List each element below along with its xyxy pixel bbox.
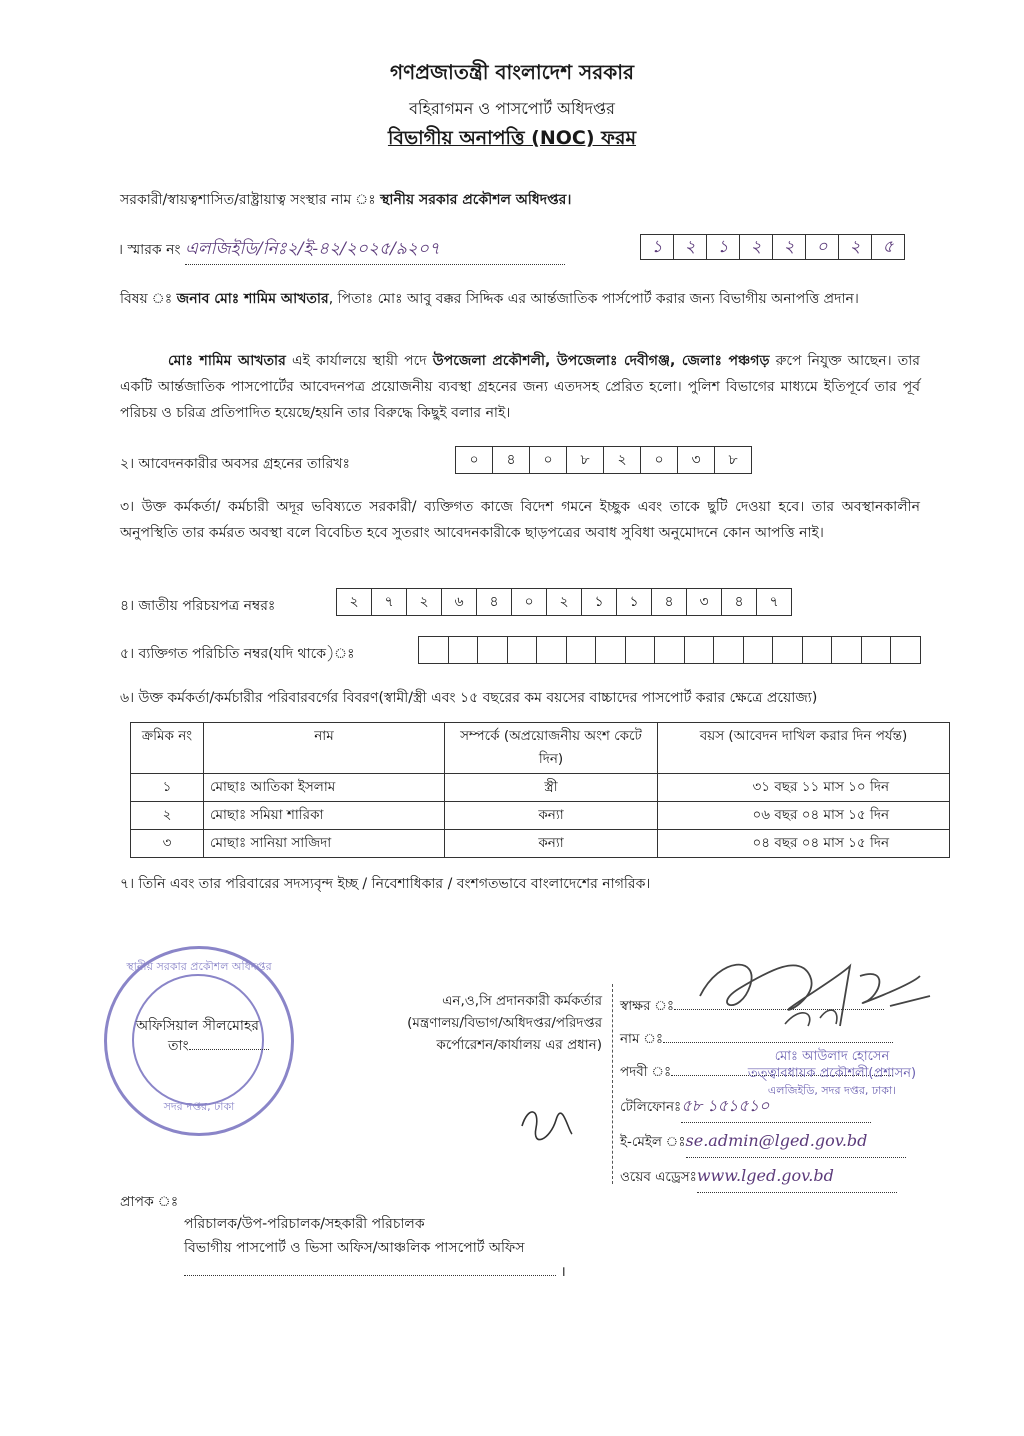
digit-box — [508, 637, 538, 663]
table-row — [131, 802, 950, 830]
family-table — [130, 722, 950, 858]
digit-box: ৮ — [567, 447, 604, 473]
digit-box: ১ — [617, 589, 652, 615]
body-t2: রুপে নিযুক্ত আছেন। তার একটি আর্ন্তজাতিক পাসপোর্টের আবেদনপত্র প্রয়োজনীয় ব্যবস্থা গ্রহনের জন্য এতদসহ প্রেরিত হলো। পুলিশ বিভাগের মাধ্যমে ইতিপূর্বে তার পূর্ব পরিচয় ও চরিত্র প্রতিপাদিত হয়েছে/হয়নি তার বিরুদ্ধে কিছুই বলার নাই। — [120, 353, 920, 421]
digit-box: ৪ — [722, 589, 757, 615]
item4-label: ৪। জাতীয় পরিচয়পত্র নম্বরঃ — [120, 598, 276, 614]
row-relation: কন্যা — [445, 802, 658, 830]
header-relation: সম্পর্কে (অপ্রয়োজনীয় অংশ কেটে দিন) — [445, 723, 658, 774]
form-title-text: বিভাগীয় অনাপত্তি (NOC) ফরম — [387, 127, 637, 149]
recipient-line2: বিভাগীয় পাসপোর্ট ও ভিসা অফিস/আঞ্চলিক পাসপোর্ট অফিস — [184, 1240, 525, 1256]
org-label: সরকারী/স্বায়ত্বশাসিত/রাষ্ট্রায়াত্ব সংস্থার নাম ঃ — [120, 192, 376, 208]
memo-date-boxes — [640, 234, 905, 260]
memo-number: এলজিইডি/নিঃ২/ই-৪২/২০২৫/৯২০৭ — [185, 236, 565, 265]
seal-date-line — [189, 1049, 269, 1050]
subject-name: জনাব মোঃ শামিম আখতার — [176, 291, 329, 307]
digit-box: ২ — [337, 589, 372, 615]
digit-box: ৭ — [372, 589, 407, 615]
digit-box: ৪ — [477, 589, 512, 615]
recipient-label: প্রাপক ঃ — [120, 1194, 179, 1210]
digit-box: ৭ — [769, 594, 779, 610]
digit-box: ৫ — [882, 237, 894, 257]
digit-box: ৪ — [493, 447, 530, 473]
org-value: স্থানীয় সরকার প্রকৌশল অধিদপ্তর। — [380, 192, 572, 208]
row-relation: স্ত্রী — [445, 774, 658, 802]
table-row — [131, 830, 950, 858]
email-row — [620, 1124, 920, 1159]
body-paragraph — [120, 348, 920, 426]
digit-box: ২ — [740, 235, 773, 259]
form-title — [0, 124, 1024, 156]
row-name: মোছাঃ সানিয়া সাজিদা — [204, 830, 445, 858]
row-age: ০৬ বছর ০৪ মাস ১৫ দিন — [658, 802, 950, 830]
digit-box: ০ — [456, 447, 493, 473]
seal-label: অফিসিয়াল সীলমোহর — [136, 1018, 260, 1034]
signature-separator — [612, 984, 613, 1184]
retirement-date-boxes — [455, 446, 752, 474]
memo-line — [118, 236, 598, 265]
handwritten-signature — [690, 946, 940, 1036]
subject-rest: , পিতাঃ মোঃ আবু বক্কর সিদ্দিক এর আর্ন্তজাতিক পার্সপোর্ট করার জন্য বিভাগীয় অনাপত্তি প্রদান। — [328, 291, 859, 307]
govt-title: গণপ্রজাতন্ত্রী বাংলাদেশ সরকার — [390, 60, 634, 84]
digit-box — [744, 637, 774, 663]
digit-box: ২ — [547, 589, 582, 615]
department-title: বহিরাগমন ও পাসপোর্ট অধিদপ্তর — [409, 99, 615, 118]
digit-box: ৩ — [687, 589, 722, 615]
row-serial: ৩ — [131, 830, 204, 858]
email-value: se.admin@lged.gov.bd — [686, 1124, 906, 1158]
body-name: মোঃ শামিম আখতার — [168, 353, 286, 369]
row-serial: ১ — [131, 774, 204, 802]
row-serial: ২ — [131, 802, 204, 830]
subject-paragraph — [120, 286, 920, 312]
digit-box: ২ — [674, 235, 707, 259]
digit-box — [862, 637, 892, 663]
digit-box — [773, 637, 803, 663]
digit-box — [626, 637, 656, 663]
header-age: বয়স (আবেদন দাখিল করার দিন পর্যন্ত) — [658, 723, 950, 774]
digit-box — [419, 637, 449, 663]
digit-box — [832, 637, 862, 663]
body-t1: এই কার্যালয়ে স্থায়ী পদে — [285, 353, 433, 369]
officer-designation: তত্ত্বাবধায়ক প্রকৌশলী(প্রশাসন) — [747, 1066, 917, 1081]
digit-box: ১ — [641, 235, 674, 259]
header-serial: ক্রমিক নং — [131, 723, 204, 774]
digit-box: ৬ — [442, 589, 477, 615]
item5-label: ৫। ব্যক্তিগত পরিচিতি নম্বর(যদি থাকে)ঃ — [120, 646, 355, 662]
officer-caption — [360, 990, 602, 1056]
digit-box: ২ — [773, 235, 806, 259]
name-line — [663, 1042, 893, 1043]
digit-box — [567, 637, 597, 663]
officer-office: এলজিইডি, সদর দপ্তর, ঢাকা। — [767, 1084, 897, 1097]
org-line — [120, 188, 571, 212]
phone-label: টেলিফোনঃ — [620, 1099, 682, 1115]
digit-box — [596, 637, 626, 663]
digit-box: ১ — [582, 589, 617, 615]
subject-label: বিষয় ঃ — [120, 291, 173, 307]
digit-box — [891, 637, 920, 663]
officer-name-stamp — [732, 1048, 932, 1099]
digit-box: ০ — [641, 447, 678, 473]
initials-mark — [516, 1100, 576, 1148]
memo-label: । স্মারক নং — [118, 242, 181, 258]
recipient-line1: পরিচালক/উপ-পরিচালক/সহকারী পরিচালক — [184, 1216, 425, 1232]
family-table-header — [131, 723, 950, 774]
nid-boxes — [336, 588, 792, 616]
officer-caption-line1: এন,ও,সি প্রদানকারী কর্মকর্তার — [442, 993, 602, 1009]
digit-box: ৮ — [728, 452, 738, 468]
digit-box: ৪ — [652, 589, 687, 615]
web-value: www.lged.gov.bd — [697, 1159, 897, 1193]
body-post: উপজেলা প্রকৌশলী, উপজেলাঃ দেবীগঞ্জ, জেলাঃ পঞ্চগড় — [432, 353, 770, 369]
digit-box — [803, 637, 833, 663]
table-row — [131, 774, 950, 802]
digit-box: ০ — [512, 589, 547, 615]
seal-date-label: তাং — [168, 1038, 189, 1054]
row-relation: কন্যা — [445, 830, 658, 858]
row-name: মোছাঃ সমিয়া শারিকা — [204, 802, 445, 830]
digit-box — [478, 637, 508, 663]
item7-text: ৭। তিনি এবং তার পরিবারের সদস্যবৃন্দ ইচ্ছ / নিবেশাধিকার / বংশগতভাবে বাংলাদেশের নাগরিক। — [120, 876, 651, 892]
digit-box — [714, 637, 744, 663]
post-label: পদবী ঃ — [620, 1064, 672, 1080]
digit-box — [655, 637, 685, 663]
item3-paragraph: ৩। উক্ত কর্মকর্তা/ কর্মচারী অদূর ভবিষ্যতে সরকারী/ ব্যক্তিগত কাজে বিদেশ গমনে ইচ্ছুক এবং তাকে ছুটি দেওয়া হবে। তার অবস্থানকালীন অনুপস্থিতি তার কর্মরত অবস্থা বলে বিবেচিত হবে সুতরাং আবেদনকারীকে ছাড়পত্রের অবাধ সুবিধা অনুমোদনে কোন আপত্তি নাই। — [120, 499, 920, 541]
digit-box — [685, 637, 715, 663]
recipient-block — [184, 1212, 566, 1284]
digit-box: ২ — [839, 235, 872, 259]
digit-box: ০ — [530, 447, 567, 473]
header-name: নাম — [204, 723, 445, 774]
digit-box — [537, 637, 567, 663]
email-label: ই-মেইল ঃ — [620, 1134, 686, 1150]
phone-value: ৫৮ ১৫১৫১০ — [681, 1089, 871, 1123]
name-label: নাম ঃ — [620, 1031, 664, 1047]
digit-box: ১ — [707, 235, 740, 259]
recipient-dots — [184, 1275, 556, 1276]
digit-box: ২ — [604, 447, 641, 473]
digit-box: ২ — [407, 589, 442, 615]
seal-bottom-text: সদর দপ্তর, ঢাকা — [163, 1100, 235, 1113]
pin-boxes — [418, 636, 921, 664]
web-label: ওয়েব এড্রেসঃ — [620, 1169, 697, 1185]
digit-box: ০ — [806, 235, 839, 259]
officer-caption-line2: (মন্ত্রণালয়/বিভাগ/অধিদপ্তর/পরিদপ্তর — [407, 1015, 602, 1031]
seal-date — [168, 1034, 269, 1058]
row-name: মোছাঃ আতিকা ইসলাম — [204, 774, 445, 802]
item2-label: ২। আবেদনকারীর অবসর গ্রহনের তারিখঃ — [120, 456, 350, 472]
sign-label: স্বাক্ষর ঃ — [620, 998, 675, 1014]
row-age: ০৪ বছর ০৪ মাস ১৫ দিন — [658, 830, 950, 858]
seal-ring-text: স্থানীয় সরকার প্রকৌশল অধিদপ্তর — [126, 960, 272, 973]
item6-label: ৬। উক্ত কর্মকর্তা/কর্মচারীর পরিবারবর্গের বিবরণ(স্বামী/স্ত্রী এবং ১৫ বছরের কম বয়সের বাচ্চাদের পাসপোর্ট করার ক্ষেত্রে প্রয়োজ্য) — [120, 690, 818, 706]
officer-caption-line3: কর্পোরেশন/কার্যালয় এর প্রধান) — [436, 1037, 602, 1053]
web-row — [620, 1159, 920, 1194]
digit-box — [449, 637, 479, 663]
digit-box: ৩ — [678, 447, 715, 473]
recipient-line3: । — [184, 1260, 566, 1284]
row-age: ৩১ বছর ১১ মাস ১০ দিন — [658, 774, 950, 802]
officer-name: মোঃ আউলাদ হোসেন — [774, 1049, 890, 1064]
